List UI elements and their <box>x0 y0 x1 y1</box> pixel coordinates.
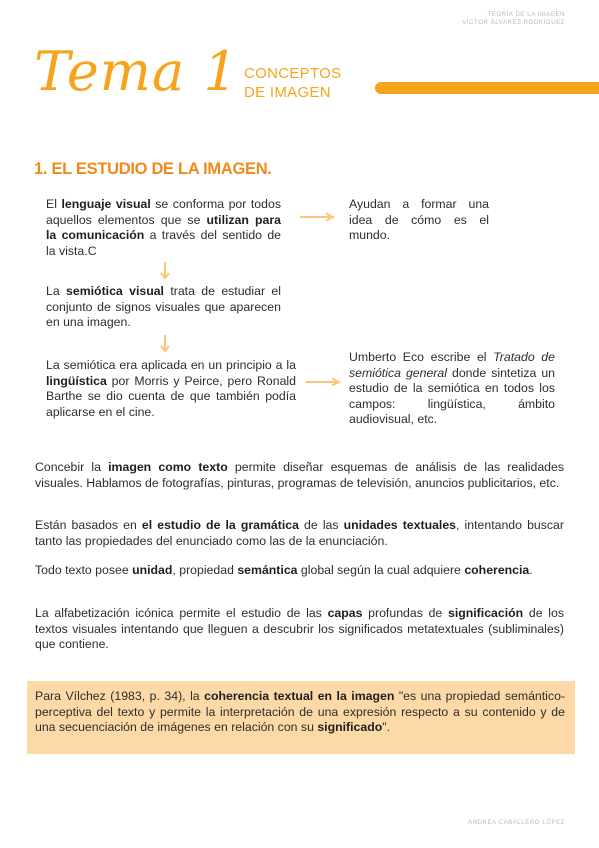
footer-author: ANDREA CABALLERO LÓPEZ <box>468 820 565 826</box>
flow-box-linguistics <box>46 358 296 420</box>
bold-term: lenguaje visual <box>61 197 151 211</box>
paragraph-image-as-text <box>35 460 564 491</box>
flow-box-world: Ayudan a formar una idea de cómo es el mundo. <box>349 197 489 242</box>
paragraph-unity <box>35 563 564 579</box>
paragraph-iconic-literacy <box>35 606 564 653</box>
bold-term: significado <box>317 720 383 734</box>
text: La semiótica era aplicada en un principio a la <box>46 358 296 372</box>
text: profundas de <box>362 606 448 620</box>
bold-term: unidad <box>132 563 173 577</box>
section-title: 1. EL ESTUDIO DE LA IMAGEN. <box>34 160 272 178</box>
flow-box-language <box>46 197 281 259</box>
bold-term: unidades textuales <box>343 518 457 532</box>
arrow-down-icon <box>160 335 170 353</box>
text: se conforma por todos aquellos elementos que se <box>46 197 281 227</box>
chapter-subtitle-line1: CONCEPTOS <box>244 65 342 82</box>
bold-term: el estudio de la gramática <box>141 518 299 532</box>
text: global según la cual adquiere <box>297 563 465 577</box>
text: La <box>46 284 67 298</box>
text: donde sintetiza un estudio de la semiótica en todos los campos: lingüística, ámbito audiovisual, etc. <box>349 365 555 426</box>
text: , propiedad <box>172 563 238 577</box>
book-title: Tratado de semiótica general <box>349 350 555 380</box>
header-meta <box>462 11 565 27</box>
teacher-name: VICTOR ÁLVAREZ RODRÍGUEZ <box>462 20 565 26</box>
text: . <box>529 563 533 577</box>
paragraph-grammar <box>35 518 564 549</box>
bold-term: imagen como texto <box>108 460 228 474</box>
bold-term: significación <box>447 606 524 620</box>
text: Todo texto posee <box>35 563 133 577</box>
bold-term: semántica <box>237 563 298 577</box>
text: por Morris y Peirce, pero Ronald Barthe se dio cuenta de que también podía aplicarse en el cine. <box>46 373 296 419</box>
text: Umberto Eco escribe el <box>349 350 494 364</box>
flow-box-semiotics <box>46 284 281 331</box>
quote-text <box>35 689 565 736</box>
arrow-down-icon <box>160 262 170 280</box>
text: , intentando buscar tanto las propiedades del enunciado como las de la enunciación. <box>35 518 564 548</box>
text: permite diseñar esquemas de análisis de las realidades visuales. Hablamos de fotografías, pinturas, programas de televisión, anuncios publicitarios, etc. <box>35 460 564 490</box>
bold-term: utilizan para la comunicación <box>46 212 281 242</box>
tema-title: Tema 1 <box>34 40 239 103</box>
text: trata de estudiar el conjunto de signos visuales que aparecen en una imagen. <box>46 284 281 329</box>
chapter-subtitle-line2: DE IMAGEN <box>244 84 331 101</box>
header-accent-bar <box>375 82 599 94</box>
bold-term: coherencia <box>464 563 530 577</box>
text: de los textos visuales intentando que lleguen a descubrir los significados metatextuales (subliminales) que contiene. <box>35 606 564 651</box>
bold-term: semiótica visual <box>66 284 164 298</box>
text: Están basados en <box>35 518 142 532</box>
flow-box-eco <box>349 350 555 428</box>
text: Concebir la <box>35 460 109 474</box>
bold-term: capas <box>327 606 363 620</box>
text: Para Vílchez (1983, p. 34), la <box>35 689 205 703</box>
chapter-subtitle <box>244 64 341 102</box>
text: "es una propiedad semántico-perceptiva del texto y permite la interpretación de una expresión respecto a su contenido y de una secuenciación de imágenes en relación con su <box>35 689 566 734</box>
subject-name: TEORÍA DE LA IMAGEN <box>487 12 565 18</box>
text: de las <box>298 518 344 532</box>
text: La alfabetización icónica permite el estudio de las <box>35 606 328 620</box>
arrow-right-icon <box>300 213 336 221</box>
bold-term: lingüística <box>46 373 107 388</box>
arrow-right-icon <box>306 378 342 386</box>
text: ". <box>382 720 391 734</box>
text: a través del sentido de la vista.C <box>46 228 281 258</box>
bold-term: coherencia textual en la imagen <box>204 689 395 703</box>
text: El <box>46 197 62 211</box>
